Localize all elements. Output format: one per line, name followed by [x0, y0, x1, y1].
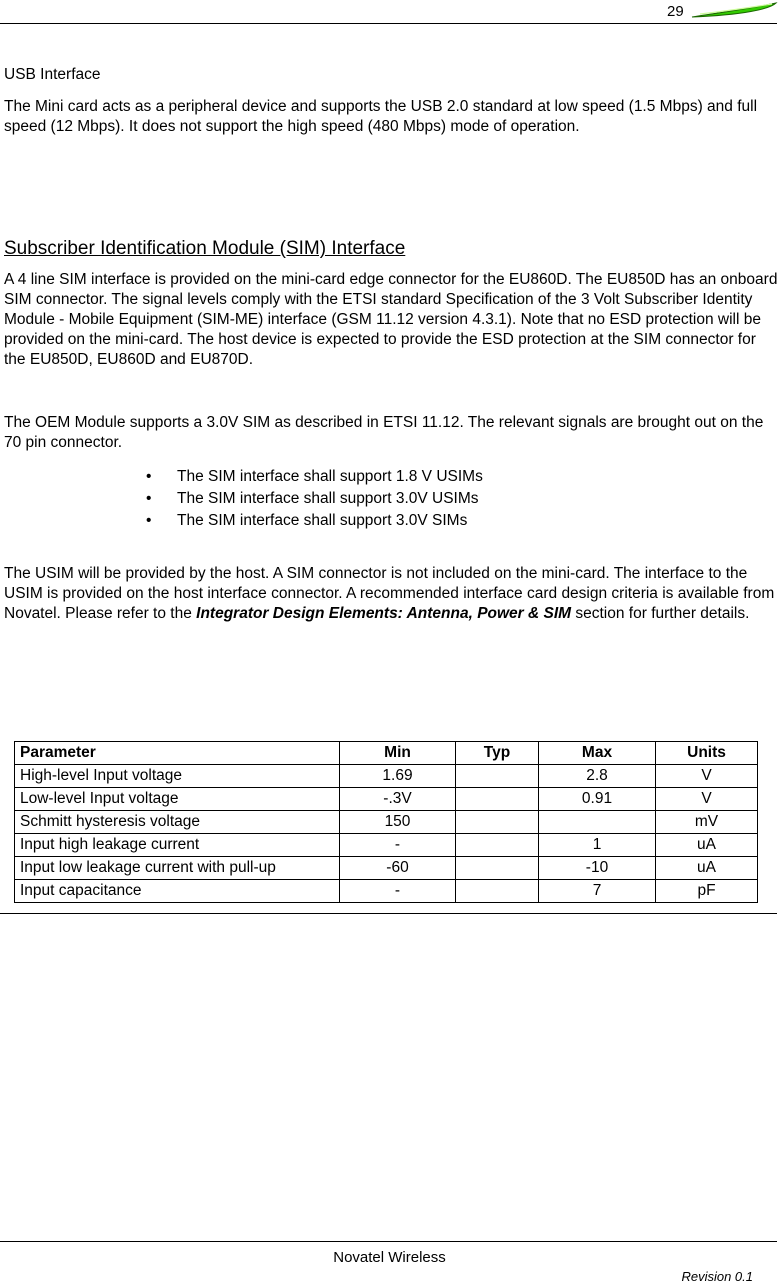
page-number: 29 — [667, 3, 684, 20]
table-row — [15, 857, 758, 880]
cell-min: 150 — [340, 811, 456, 834]
cell-min: -60 — [340, 857, 456, 880]
header-rule — [0, 23, 777, 24]
footer-company: Novatel Wireless — [333, 1249, 446, 1266]
cell-units: mV — [656, 811, 758, 834]
cell-max: -10 — [539, 857, 656, 880]
cell-min: 1.69 — [340, 765, 456, 788]
cell-typ — [456, 788, 539, 811]
table-row — [15, 834, 758, 857]
cell-typ — [456, 811, 539, 834]
cell-units: V — [656, 788, 758, 811]
footer-revision: Revision 0.1 — [681, 1269, 753, 1284]
sim-section-heading: Subscriber Identification Module (SIM) Interface — [4, 238, 406, 259]
footer-rule — [0, 1241, 777, 1242]
cell-typ — [456, 880, 539, 903]
usim-reference-emphasis: Integrator Design Elements: Antenna, Power & SIM — [196, 605, 572, 622]
cell-typ — [456, 857, 539, 880]
usb-paragraph: The Mini card acts as a peripheral device and supports the USB 2.0 standard at low speed (1.5 Mbps) and full speed (12 Mbps). It does not support the high speed (480 Mbps) mode of operation. — [4, 98, 758, 135]
list-item-text: The SIM interface shall support 1.8 V USIMs — [177, 468, 483, 485]
bullet-icon: • — [146, 490, 152, 507]
cell-min: -.3V — [340, 788, 456, 811]
usim-paragraph — [4, 564, 776, 624]
cell-max: 1 — [539, 834, 656, 857]
cell-units: V — [656, 765, 758, 788]
cell-units: pF — [656, 880, 758, 903]
column-header-parameter: Parameter — [15, 742, 340, 765]
cell-min: - — [340, 834, 456, 857]
cell-parameter: Low-level Input voltage — [15, 788, 340, 811]
list-item-text: The SIM interface shall support 3.0V USIMs — [177, 490, 479, 507]
table-row — [15, 811, 758, 834]
sim-paragraph-1: A 4 line SIM interface is provided on the mini-card edge connector for the EU860D. The EU850D has an onboard SIM connector. The signal levels comply with the ETSI standard Specification of the 3 Volt Subscriber Identity Module - Mobile Equipment (SIM-ME) interface (GSM 11.12 version 4.3.1). Note that no ESD protection will be provided on the mini-card. The host device is expected to provide the ESD protection at the SIM connector for the EU850D, EU860D and EU870D. — [4, 271, 778, 368]
cell-typ — [456, 834, 539, 857]
column-header-units: Units — [656, 742, 758, 765]
cell-units: uA — [656, 857, 758, 880]
cell-units: uA — [656, 834, 758, 857]
cell-max: 0.91 — [539, 788, 656, 811]
cell-parameter: Input capacitance — [15, 880, 340, 903]
cell-parameter: High-level Input voltage — [15, 765, 340, 788]
cell-max — [539, 811, 656, 834]
cell-parameter: Input high leakage current — [15, 834, 340, 857]
list-item — [0, 466, 483, 488]
sim-support-list — [0, 466, 483, 532]
usb-section-title: USB Interface — [4, 66, 101, 83]
table-row — [15, 765, 758, 788]
list-item-text: The SIM interface shall support 3.0V SIMs — [177, 512, 468, 529]
sim-paragraph-2: The OEM Module supports a 3.0V SIM as described in ETSI 11.12. The relevant signals are brought out on the 70 pin connector. — [4, 414, 764, 451]
column-header-min: Min — [340, 742, 456, 765]
table-header-row — [15, 742, 758, 765]
swoosh-logo-icon — [688, 0, 778, 22]
usim-text-start: The USIM will be provided by the host. A SIM connector is not included on the mini-card. The interface to the USIM is provided on the host interface connector. A recommended interface card design criteria is available from Novatel. Please refer to the — [4, 565, 775, 622]
sim-parameters-table — [14, 741, 758, 903]
cell-max: 2.8 — [539, 765, 656, 788]
cell-parameter: Input low leakage current with pull-up — [15, 857, 340, 880]
bullet-icon: • — [146, 468, 152, 485]
column-header-typ: Typ — [456, 742, 539, 765]
table-row — [15, 880, 758, 903]
cell-min: - — [340, 880, 456, 903]
bullet-icon: • — [146, 512, 152, 529]
usim-text-end: section for further details. — [571, 605, 750, 622]
table-bottom-rule — [0, 913, 777, 914]
cell-typ — [456, 765, 539, 788]
cell-max: 7 — [539, 880, 656, 903]
cell-parameter: Schmitt hysteresis voltage — [15, 811, 340, 834]
column-header-max: Max — [539, 742, 656, 765]
list-item — [0, 510, 483, 532]
list-item — [0, 488, 483, 510]
table-row — [15, 788, 758, 811]
